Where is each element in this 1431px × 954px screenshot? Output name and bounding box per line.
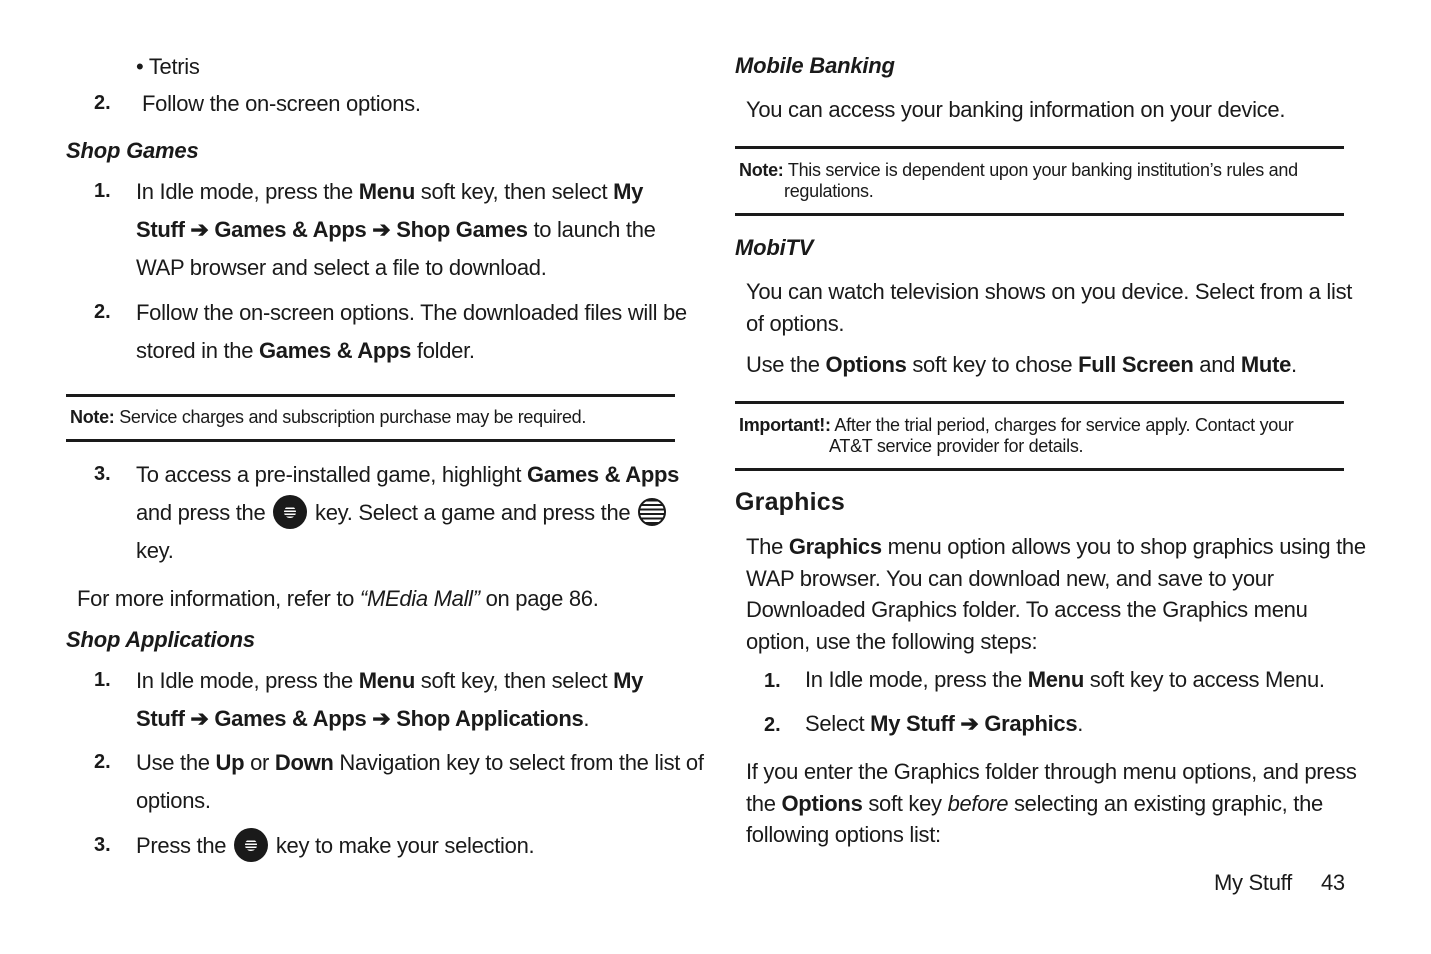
step-text: key. bbox=[136, 538, 174, 563]
step-text: Follow the on-screen options. bbox=[142, 91, 421, 116]
step-number: 1. bbox=[94, 669, 111, 691]
step-text: In Idle mode, press the Menu soft key, then select My bbox=[136, 668, 644, 693]
mobitv-heading: MobiTV bbox=[735, 235, 814, 260]
divider bbox=[735, 401, 1344, 404]
paragraph: following options list: bbox=[746, 822, 941, 847]
step-text: WAP browser and select a file to download. bbox=[136, 255, 547, 280]
divider bbox=[735, 468, 1344, 471]
step-number: 2. bbox=[94, 751, 111, 773]
step-text: Select My Stuff ➔ Graphics. bbox=[805, 711, 1084, 736]
bullet-item: • Tetris bbox=[136, 54, 200, 79]
select-key-icon bbox=[234, 828, 268, 862]
step-text: Use the Up or Down Navigation key to select from the list of bbox=[136, 750, 704, 775]
paragraph: option, use the following steps: bbox=[746, 629, 1038, 654]
shop-games-heading: Shop Games bbox=[66, 138, 199, 163]
graphics-heading: Graphics bbox=[735, 488, 845, 516]
paragraph: If you enter the Graphics folder through menu options, and press bbox=[746, 759, 1357, 784]
arrow-icon: ➔ bbox=[190, 217, 209, 242]
step-text: Stuff ➔ Games & Apps ➔ Shop Games to launch the bbox=[136, 217, 656, 242]
paragraph: The Graphics menu option allows you to shop graphics using the bbox=[746, 534, 1366, 559]
step-number: 2. bbox=[764, 714, 781, 736]
step-text: Follow the on-screen options. The downloaded files will be bbox=[136, 300, 687, 325]
step-text: options. bbox=[136, 788, 211, 813]
arrow-icon: ➔ bbox=[190, 706, 209, 731]
step-text: To access a pre-installed game, highlight Games & Apps bbox=[136, 462, 680, 487]
divider bbox=[735, 146, 1344, 149]
note: Note: Service charges and subscription purchase may be required. bbox=[70, 407, 587, 427]
step-text: stored in the Games & Apps folder. bbox=[136, 338, 475, 363]
step-text: In Idle mode, press the Menu soft key to access Menu. bbox=[805, 667, 1325, 692]
step-text: Press the key to make your selection. bbox=[136, 827, 534, 865]
select-key-icon bbox=[273, 495, 307, 529]
arrow-icon: ➔ bbox=[372, 706, 391, 731]
paragraph: Downloaded Graphics folder. To access the Graphics menu bbox=[746, 597, 1308, 622]
step-number: 3. bbox=[94, 834, 111, 856]
divider bbox=[66, 439, 675, 442]
arrow-icon: ➔ bbox=[372, 217, 391, 242]
important-note-continuation: AT&T service provider for details. bbox=[829, 436, 1084, 456]
footer-section-title: My Stuff bbox=[1214, 870, 1292, 895]
cross-reference: For more information, refer to “MEdia Mall” on page 86. bbox=[77, 586, 599, 611]
att-key-icon bbox=[638, 498, 666, 526]
step-number: 2. bbox=[94, 301, 111, 323]
divider bbox=[735, 213, 1344, 216]
step-text: and press the key. Select a game and press the bbox=[136, 494, 668, 532]
step-text: In Idle mode, press the Menu soft key, then select My bbox=[136, 179, 644, 204]
paragraph: of options. bbox=[746, 311, 845, 336]
important-note: Important!: After the trial period, charges for service apply. Contact your bbox=[739, 415, 1294, 435]
paragraph: You can watch television shows on you device. Select from a list bbox=[746, 279, 1353, 304]
bullet-text: Tetris bbox=[148, 54, 200, 79]
paragraph: Use the Options soft key to chose Full Screen and Mute. bbox=[746, 352, 1297, 377]
note: Note: This service is dependent upon your banking institution’s rules and bbox=[739, 160, 1298, 180]
mobile-banking-heading: Mobile Banking bbox=[735, 53, 895, 78]
paragraph: the Options soft key before selecting an existing graphic, the bbox=[746, 791, 1323, 816]
paragraph: You can access your banking information on your device. bbox=[746, 97, 1286, 122]
arrow-icon: ➔ bbox=[960, 711, 979, 736]
divider bbox=[66, 394, 675, 397]
step-number: 1. bbox=[764, 670, 781, 692]
step-text: Stuff ➔ Games & Apps ➔ Shop Applications. bbox=[136, 706, 590, 731]
step-number: 1. bbox=[94, 180, 111, 202]
note-continuation: regulations. bbox=[784, 181, 874, 201]
page-reference-link: “MEdia Mall” bbox=[359, 586, 480, 611]
shop-applications-heading: Shop Applications bbox=[66, 627, 255, 652]
page-number: 43 bbox=[1321, 870, 1345, 895]
step-number: 3. bbox=[94, 463, 111, 485]
paragraph: WAP browser. You can download new, and save to your bbox=[746, 566, 1274, 591]
step-number: 2. bbox=[94, 92, 111, 114]
